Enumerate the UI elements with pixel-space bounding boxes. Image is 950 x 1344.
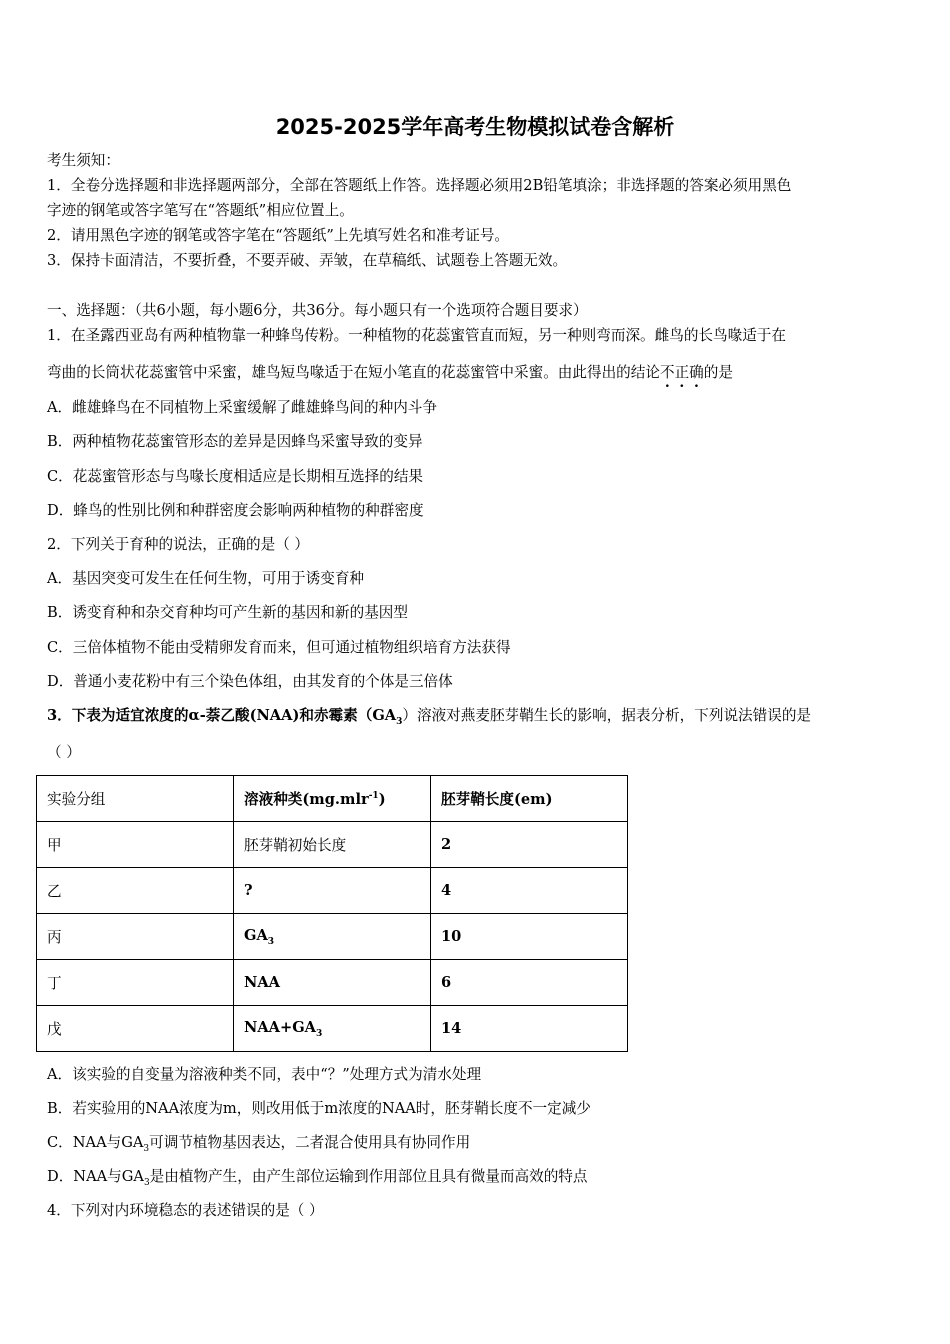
notice-item-2: 2．请用黑色字迹的钢笔或答字笔在“答题纸”上先填写姓名和准考证号。 bbox=[47, 227, 510, 244]
option-sub: 3 bbox=[143, 1143, 150, 1154]
notice-heading: 考生须知： bbox=[47, 152, 120, 169]
q1-option-c: C．花蕊蜜管形态与鸟喙长度相适应是长期相互选择的结果 bbox=[47, 468, 424, 485]
table-cell: 丙 bbox=[37, 914, 234, 960]
table-row bbox=[37, 960, 628, 1006]
table-row bbox=[37, 868, 628, 914]
q2-stem: 2．下列关于育种的说法，正确的是（ ） bbox=[47, 536, 310, 553]
notice-item-1: 1．全卷分选择题和非选择题两部分，全部在答题纸上作答。选择题必须用2B铅笔填涂；非选择题的答案必须用黑色 bbox=[47, 177, 792, 194]
q1-option-d: D．蜂鸟的性别比例和种群密度会影响两种植物的种群密度 bbox=[47, 502, 424, 519]
table-cell bbox=[234, 1006, 431, 1052]
q3-stem-line2: （ ） bbox=[47, 744, 81, 761]
header-text-end: ) bbox=[378, 791, 386, 808]
table-header-cell bbox=[234, 776, 431, 822]
table-row bbox=[37, 1006, 628, 1052]
cell-text: GA bbox=[244, 926, 268, 944]
notice-item-1-cont: 字迹的钢笔或答字笔写在“答题纸”相应位置上。 bbox=[47, 202, 354, 219]
option-text-end: 是由植物产生，由产生部位运输到作用部位且具有微量而高效的特点 bbox=[149, 1168, 588, 1185]
section-heading: 一、选择题：（共6小题，每小题6分，共36分。每小题只有一个选项符合题目要求） bbox=[47, 302, 588, 319]
q3-stem-part-b: ）溶液对燕麦胚芽鞘生长的影响，据表分析，下列说法错误的是 bbox=[402, 707, 812, 724]
page-title: 2025-2025学年高考生物模拟试卷含解析 bbox=[275, 115, 675, 139]
table-row bbox=[37, 822, 628, 868]
results-table bbox=[36, 775, 628, 1052]
header-text: 溶液种类(mg.mlr bbox=[244, 791, 369, 808]
table-cell: 10 bbox=[431, 914, 628, 960]
q1-stem-line1: 1．在圣露西亚岛有两种植物靠一种蜂鸟传粉。一种植物的花蕊蜜管直而短，另一种则弯而深。雌鸟的长鸟喙适于在 bbox=[47, 327, 786, 344]
emphasis-char: 正 bbox=[674, 364, 690, 381]
q4-stem: 4．下列对内环境稳态的表述错误的是（ ） bbox=[47, 1202, 324, 1219]
cell-sub: 3 bbox=[267, 936, 275, 947]
q1-stem-line2 bbox=[47, 363, 733, 383]
table-header-cell: 胚芽鞘长度(em) bbox=[431, 776, 628, 822]
table-cell: 乙 bbox=[37, 868, 234, 914]
q1-option-b: B．两种植物花蕊蜜管形态的差异是因蜂鸟采蜜导致的变异 bbox=[47, 433, 423, 450]
table-header-cell: 实验分组 bbox=[37, 776, 234, 822]
table-cell bbox=[234, 914, 431, 960]
table-cell: 戊 bbox=[37, 1006, 234, 1052]
option-text: C．NAA与GA bbox=[47, 1134, 144, 1151]
option-sub: 3 bbox=[143, 1177, 150, 1188]
table-cell: 丁 bbox=[37, 960, 234, 1006]
table-cell: 胚芽鞘初始长度 bbox=[234, 822, 431, 868]
q3-option-b: B．若实验用的NAA浓度为m，则改用低于m浓度的NAA时，胚芽鞘长度不一定减少 bbox=[47, 1100, 591, 1117]
table-cell: 2 bbox=[431, 822, 628, 868]
q3-option-d bbox=[47, 1167, 588, 1193]
cell-text: NAA+GA bbox=[244, 1018, 316, 1036]
table-header-row bbox=[37, 776, 628, 822]
option-text-end: 可调节植物基因表达，二者混合使用具有协同作用 bbox=[149, 1134, 471, 1151]
q3-option-a: A．该实验的自变量为溶液种类不同，表中“？”处理方式为清水处理 bbox=[47, 1066, 482, 1083]
q2-option-b: B．诱变育种和杂交育种均可产生新的基因和新的基因型 bbox=[47, 604, 408, 621]
emphasis-char: 不 bbox=[659, 364, 675, 381]
q1-stem-line2-part-b: 的是 bbox=[703, 364, 733, 381]
q3-option-c bbox=[47, 1133, 470, 1159]
q2-option-c: C．三倍体植物不能由受精卵发育而来，但可通过植物组织培育方法获得 bbox=[47, 639, 511, 656]
notice-item-3: 3．保持卡面清洁，不要折叠，不要弄破、弄皱，在草稿纸、试题卷上答题无效。 bbox=[47, 252, 568, 269]
table-cell: ? bbox=[234, 868, 431, 914]
table-cell: 6 bbox=[431, 960, 628, 1006]
q3-stem-line1 bbox=[47, 706, 811, 732]
header-sup: -1 bbox=[368, 791, 379, 802]
emphasis-char: 确 bbox=[689, 364, 704, 381]
q1-stem-line2-part-a: 弯曲的长筒状花蕊蜜管中采蜜，雄鸟短鸟喙适于在短小笔直的花蕊蜜管中采蜜。由此得出的结论 bbox=[47, 364, 660, 381]
q3-stem-sub: 3 bbox=[396, 716, 403, 727]
option-text: D．NAA与GA bbox=[47, 1168, 144, 1185]
cell-sub: 3 bbox=[316, 1028, 323, 1039]
table-row bbox=[37, 914, 628, 960]
table-cell: 4 bbox=[431, 868, 628, 914]
table-cell: 14 bbox=[431, 1006, 628, 1052]
q2-option-d: D．普通小麦花粉中有三个染色体组，由其发育的个体是三倍体 bbox=[47, 673, 453, 690]
q1-option-a: A．雌雄蜂鸟在不同植物上采蜜缓解了雌雄蜂鸟间的种内斗争 bbox=[47, 399, 437, 416]
q3-stem-part-a: 3．下表为适宜浓度的α-萘乙酸(NAA)和赤霉素（GA bbox=[47, 707, 397, 724]
table-cell: 甲 bbox=[37, 822, 234, 868]
table-cell: NAA bbox=[234, 960, 431, 1006]
q2-option-a: A．基因突变可发生在任何生物，可用于诱变育种 bbox=[47, 570, 365, 587]
